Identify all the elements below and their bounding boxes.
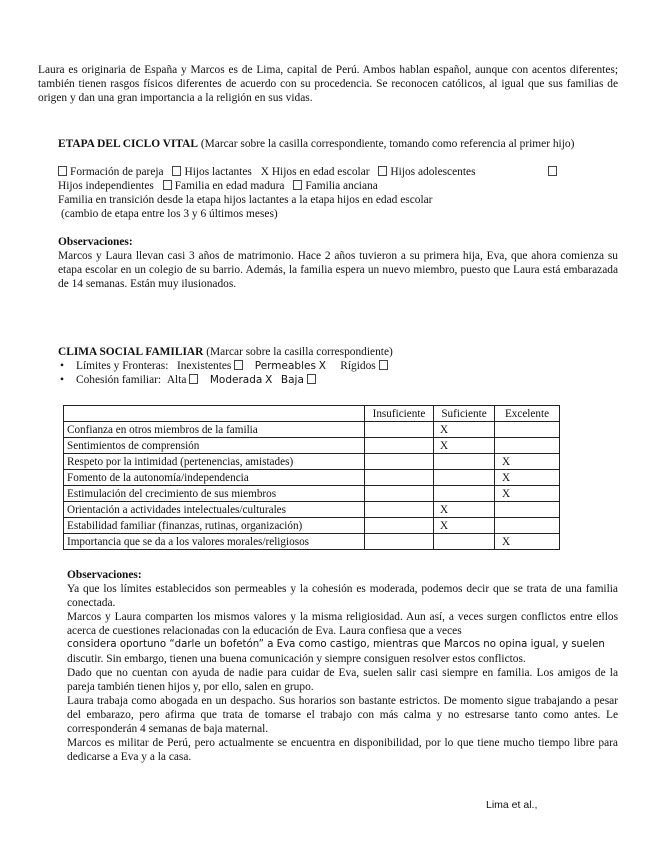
suficiente-cell: [434, 534, 495, 550]
checkbox[interactable]: [307, 374, 316, 384]
excelente-cell: [495, 502, 560, 518]
limits-option-inexistentes: Inexistentes: [176, 360, 232, 372]
table-row: [64, 502, 560, 518]
observations-text-1: Marcos y Laura llevan casi 3 años de matrimonio. Hace 2 años tuvieron a su primera hija, Eva, que ahora comienza su etapa escolar en un colegio de su barrio. Además, la familia espera un nuevo miembro, puesto que Laura está embarazada de 14 semanas. Están muy ilusionados.: [58, 250, 618, 290]
life-cycle-note: (Marcar sobre la casilla correspondiente, tomando como referencia al primer hijo): [200, 138, 575, 150]
insuficiente-cell: [365, 422, 434, 438]
observations-paragraph-2c: discutir. Sin embargo, tienen una buena comunicación y siempre consiguen resolver estos conflictos.: [67, 653, 526, 665]
limits-option-rigidos: Rígidos: [340, 360, 376, 372]
observations-paragraph-1: Ya que los límites establecidos son permeables y la cohesión es moderada, podemos decir que se trata de una familia conectada.: [67, 583, 618, 609]
suficiente-cell: X: [434, 422, 495, 438]
checkbox[interactable]: [163, 180, 172, 190]
checkbox[interactable]: [293, 180, 302, 190]
cohesion-option-alta: Alta: [166, 374, 187, 386]
criterion-cell: Fomento de la autonomía/independencia: [64, 470, 365, 486]
excelente-cell: [495, 438, 560, 454]
criterion-cell: Importancia que se da a los valores morales/religiosos: [64, 534, 365, 550]
checkbox[interactable]: [379, 360, 388, 370]
insuficiente-cell: [365, 502, 434, 518]
suficiente-cell: [434, 454, 495, 470]
criterion-cell: Estimulación del crecimiento de sus miembros: [64, 486, 365, 502]
observations-section-2: [67, 568, 618, 764]
option-label: Hijos independientes: [58, 180, 154, 192]
observations-paragraph-2b: considera oportuno “darle un bofetón” a Eva como castigo, mientras que Marcos no opina igual, y suelen: [67, 639, 605, 650]
suficiente-cell: X: [434, 502, 495, 518]
criterion-cell: Estabilidad familiar (finanzas, rutinas, organización): [64, 518, 365, 534]
checkbox[interactable]: [234, 360, 243, 370]
suficiente-cell: X: [434, 518, 495, 534]
cohesion-item: [76, 373, 618, 387]
table-row: [64, 534, 560, 550]
checkbox[interactable]: [548, 166, 557, 176]
table-row: [64, 486, 560, 502]
header-insuficiente: Insuficiente: [365, 406, 434, 422]
option-label: Familia anciana: [305, 180, 378, 192]
observations-title-2: Observaciones:: [67, 569, 142, 581]
option-label: Hijos en edad escolar: [271, 166, 370, 178]
suficiente-cell: X: [434, 438, 495, 454]
header-suficiente: Suficiente: [434, 406, 495, 422]
header-criterion: [64, 406, 365, 422]
option-hijos-adolescentes[interactable]: [378, 166, 475, 178]
criterion-cell: Respeto por la intimidad (pertenencias, amistades): [64, 454, 365, 470]
option-familia-anciana[interactable]: [293, 180, 377, 192]
limits-label: Límites y Fronteras:: [76, 360, 169, 372]
check-mark: X: [260, 166, 269, 178]
table-row: [64, 518, 560, 534]
criterion-cell: Orientación a actividades intelectuales/culturales: [64, 502, 365, 518]
transition-line-1: Familia en transición desde la etapa hijos lactantes a la etapa hijos en edad escolar: [58, 194, 433, 206]
climate-list: [58, 359, 618, 387]
option-hijos-lactantes[interactable]: [172, 166, 251, 178]
life-cycle-heading: [58, 137, 618, 151]
cohesion-option-baja: Baja: [280, 374, 304, 386]
observations-paragraph-2a: Marcos y Laura comparten los mismos valores y la misma religiosidad. Aun así, a veces surgen conflictos entre ellos acerca de cuestiones relacionadas con la educación de Eva. Laura confiesa que a veces: [67, 611, 618, 637]
insuficiente-cell: [365, 470, 434, 486]
option-hijos-independientes[interactable]: [58, 180, 154, 192]
climate-title: CLIMA SOCIAL FAMILIAR: [58, 346, 204, 358]
suficiente-cell: [434, 470, 495, 486]
observations-paragraph-5: Marcos es militar de Perú, pero actualmente se encuentra en disponibilidad, por lo que tiene mucho tiempo libre para dedicarse a Eva y a la casa.: [67, 737, 618, 763]
observations-paragraph-3: Dado que no cuentan con ayuda de nadie para cuidar de Eva, suelen salir casi siempre en familia. Los amigos de la pareja también tienen hijos y, por ello, salen en grupo.: [67, 667, 618, 693]
checkbox[interactable]: [172, 166, 181, 176]
option-label: Familia en edad madura: [174, 180, 285, 192]
excelente-cell: X: [495, 470, 560, 486]
table-row: [64, 470, 560, 486]
excelente-cell: X: [495, 486, 560, 502]
excelente-cell: X: [495, 534, 560, 550]
insuficiente-cell: [365, 534, 434, 550]
insuficiente-cell: [365, 486, 434, 502]
table-row: [64, 422, 560, 438]
insuficiente-cell: [365, 438, 434, 454]
option-formacion-pareja[interactable]: [58, 166, 164, 178]
observations-title-1: Observaciones:: [58, 236, 133, 248]
criterion-cell: Sentimientos de comprensión: [64, 438, 365, 454]
checkbox[interactable]: [58, 166, 67, 176]
life-cycle-title: ETAPA DEL CICLO VITAL: [58, 138, 198, 150]
observations-paragraph-4: Laura trabaja como abogada en un despacho. Sus horarios son bastante estrictos. De momento sigue trabajando a pesar del embarazo, pero afirma que trata de tomarse el trabajo con más calma y no estresarse tanto como antes. Le corresponderán 4 semanas de baja maternal.: [67, 695, 618, 735]
suficiente-cell: [434, 486, 495, 502]
option-label: Hijos lactantes: [184, 166, 252, 178]
header-excelente: Excelente: [495, 406, 560, 422]
footer-citation: Lima et al.,: [486, 799, 538, 811]
intro-paragraph: Laura es originaria de España y Marcos es de Lima, capital de Perú. Ambos hablan español, aunque con acentos diferentes; también tienen rasgos físicos diferentes de acuerdo con su procedencia. Se reconocen católicos, al igual que sus familias de origen y dan una gran importancia a la religión en sus vidas.: [38, 64, 618, 104]
family-climate-section: [58, 345, 618, 387]
option-label: Hijos adolescentes: [390, 166, 476, 178]
cohesion-label: Cohesión familiar:: [76, 374, 162, 386]
checkbox[interactable]: [189, 374, 198, 384]
family-climate-table: [63, 405, 560, 550]
life-cycle-options: [58, 165, 618, 193]
checkbox[interactable]: [378, 166, 387, 176]
limits-item: [76, 359, 618, 373]
limits-option-permeables: Permeables: [254, 360, 316, 372]
table-row: [64, 454, 560, 470]
table-header-row: [64, 406, 560, 422]
insuficiente-cell: [365, 454, 434, 470]
check-mark: X: [265, 374, 273, 386]
table-row: [64, 438, 560, 454]
life-cycle-section: [58, 137, 618, 291]
excelente-cell: X: [495, 454, 560, 470]
excelente-cell: [495, 422, 560, 438]
transition-line-2: (cambio de etapa entre los 3 y 6 últimos meses): [61, 208, 278, 220]
option-label: Formación de pareja: [70, 166, 164, 178]
insuficiente-cell: [365, 518, 434, 534]
option-hijos-edad-escolar[interactable]: [261, 166, 370, 178]
check-mark: X: [318, 360, 326, 372]
climate-heading: [58, 345, 618, 359]
climate-note: (Marcar sobre la casilla correspondiente): [206, 346, 393, 358]
excelente-cell: [495, 518, 560, 534]
cohesion-option-moderada: Moderada: [209, 374, 263, 386]
criterion-cell: Confianza en otros miembros de la familia: [64, 422, 365, 438]
option-familia-edad-madura[interactable]: [163, 180, 285, 192]
